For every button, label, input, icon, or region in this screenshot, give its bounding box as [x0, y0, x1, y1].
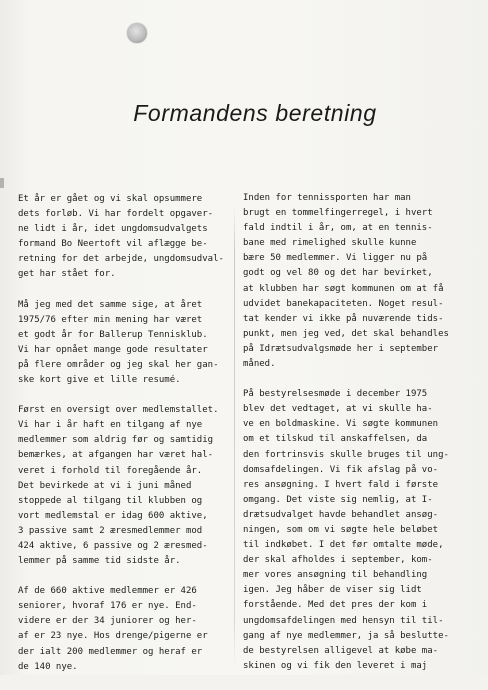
text-line: på flere områder og jeg skal her gan-: [18, 359, 219, 370]
text-line: fald indtil i år, om, at en tennis-: [243, 223, 433, 234]
text-line: ne lidt i år, idet ungdomsudvalgets: [18, 224, 208, 235]
column-divider: [234, 205, 235, 665]
text-line: domsafdelingen. Vi fik afslag på vo-: [243, 464, 439, 475]
text-line: medlemmer som aldrig før og samtidig: [18, 435, 214, 446]
text-line: Må jeg med det samme sige, at året: [18, 299, 203, 310]
text-line: dets forløb. Vi har fordelt opgaver-: [18, 209, 214, 220]
text-line: mer vores ansøgning til behandling: [243, 570, 428, 581]
text-line: ske kort give et lille resumé.: [18, 375, 181, 386]
text-line: drætsudvalget havde behandlet ansøg-: [243, 509, 439, 520]
text-line: retning for det arbejde, ungdomsudval-: [18, 254, 224, 265]
text-line: Et år er gået og vi skal opsummere: [18, 194, 203, 204]
text-line: tat kender vi ikke på nuværende tids-: [243, 313, 444, 324]
text-line: 1975/76 efter min mening har været: [18, 314, 203, 325]
text-line: godt og vel 80 og det har bevirket,: [243, 268, 433, 279]
text-line: forstående. Med det pres der kom i: [243, 600, 428, 611]
text-line: vort medlemstal er idag 600 aktive,: [18, 510, 208, 521]
text-line: udvidet banekapaciteten. Noget resul-: [243, 298, 444, 309]
text-line: måned.: [243, 359, 276, 370]
right-column: [243, 191, 478, 689]
text-line: om et tilskud til anskaffelsen, da: [243, 434, 428, 445]
text-line: ve en boldmaskine. Vi søgte kommunen: [243, 419, 439, 430]
text-line: punkt, men jeg ved, det skal behandles: [243, 328, 449, 339]
text-line: Først en oversigt over medlemstallet.: [18, 405, 219, 416]
text-line: Inden for tennissporten har man: [243, 193, 411, 203]
text-line: bære 50 medlemmer. Vi ligger nu på: [243, 253, 428, 264]
text-line: 424 aktive, 6 passive og 2 æresmed-: [18, 540, 208, 551]
text-line: ningen, som om vi søgte hele beløbet: [243, 524, 439, 535]
text-line: at klubben har søgt kommunen om at få: [243, 283, 444, 294]
paragraph: [18, 403, 228, 569]
paragraph: [18, 298, 228, 389]
text-line: Vi har opnået mange gode resultater: [18, 344, 208, 355]
text-line: videre er der 34 juniorer og her-: [18, 616, 197, 627]
text-line: 3 passive samt 2 æresmedlemmer mod: [18, 525, 203, 536]
paragraph: [243, 387, 478, 674]
text-line: de 140 nye.: [18, 661, 78, 672]
margin-mark: [0, 178, 4, 188]
text-line: Det bevirkede at vi i juni måned: [18, 480, 192, 491]
text-line: bemærkes, at afgangen har været hal-: [18, 450, 214, 461]
text-line: formand Bo Neertoft vil aflægge be-: [18, 239, 208, 250]
text-line: stoppede al tilgang til klubben og: [18, 495, 203, 506]
paragraph: [18, 584, 228, 675]
text-line: gang af nye medlemmer, ja så beslutte-: [243, 630, 449, 641]
text-line: igen. Jeg håber de viser sig lidt: [243, 585, 422, 596]
text-line: På bestyrelsesmøde i december 1975: [243, 389, 428, 400]
text-line: Vi har i år haft en tilgang af nye: [18, 420, 203, 431]
text-line: af er 23 nye. Hos drenge/pigerne er: [18, 631, 208, 642]
text-line: bane med rimelighed skulle kunne: [243, 238, 417, 249]
text-line: på Idrætsudvalgsmøde her i september: [243, 343, 439, 354]
text-line: seniorer, hvoraf 176 er nye. End-: [18, 601, 197, 612]
text-line: get har stået for.: [18, 269, 116, 280]
text-line: til indkøbet. I det før omtalte møde,: [243, 540, 444, 551]
text-line: blev det vedtaget, at vi skulle ha-: [243, 404, 433, 415]
text-line: der ialt 200 medlemmer og heraf er: [18, 646, 203, 657]
text-line: et godt år for Ballerup Tennisklub.: [18, 329, 208, 340]
page-title: Formandens beretning: [133, 100, 377, 126]
text-line: skinen og vi fik den leveret i maj: [243, 660, 428, 671]
text-line: veret i forhold til foregående år.: [18, 465, 203, 476]
text-line: ungdomsafdelingen med hensyn til til-: [243, 615, 444, 626]
text-line: der skal afholdes i september, kom-: [243, 555, 433, 566]
text-line: lemmer på samme tid sidste år.: [18, 556, 181, 567]
text-line: brugt en tommelfingerregel, i hvert: [243, 208, 433, 219]
binder-hole: [127, 23, 147, 43]
text-line: Af de 660 aktive medlemmer er 426: [18, 586, 197, 597]
text-line: de bestyrelsen alligevel at købe ma-: [243, 645, 439, 656]
paragraph: [18, 192, 228, 283]
text-line: res ansøgning. I hvert fald i første: [243, 479, 439, 490]
paragraph: [243, 191, 478, 372]
text-line: den fortrinsvis skulle bruges til ung-: [243, 449, 449, 460]
left-column: [18, 192, 228, 690]
text-line: omgang. Det viste sig nemlig, at I-: [243, 494, 433, 505]
